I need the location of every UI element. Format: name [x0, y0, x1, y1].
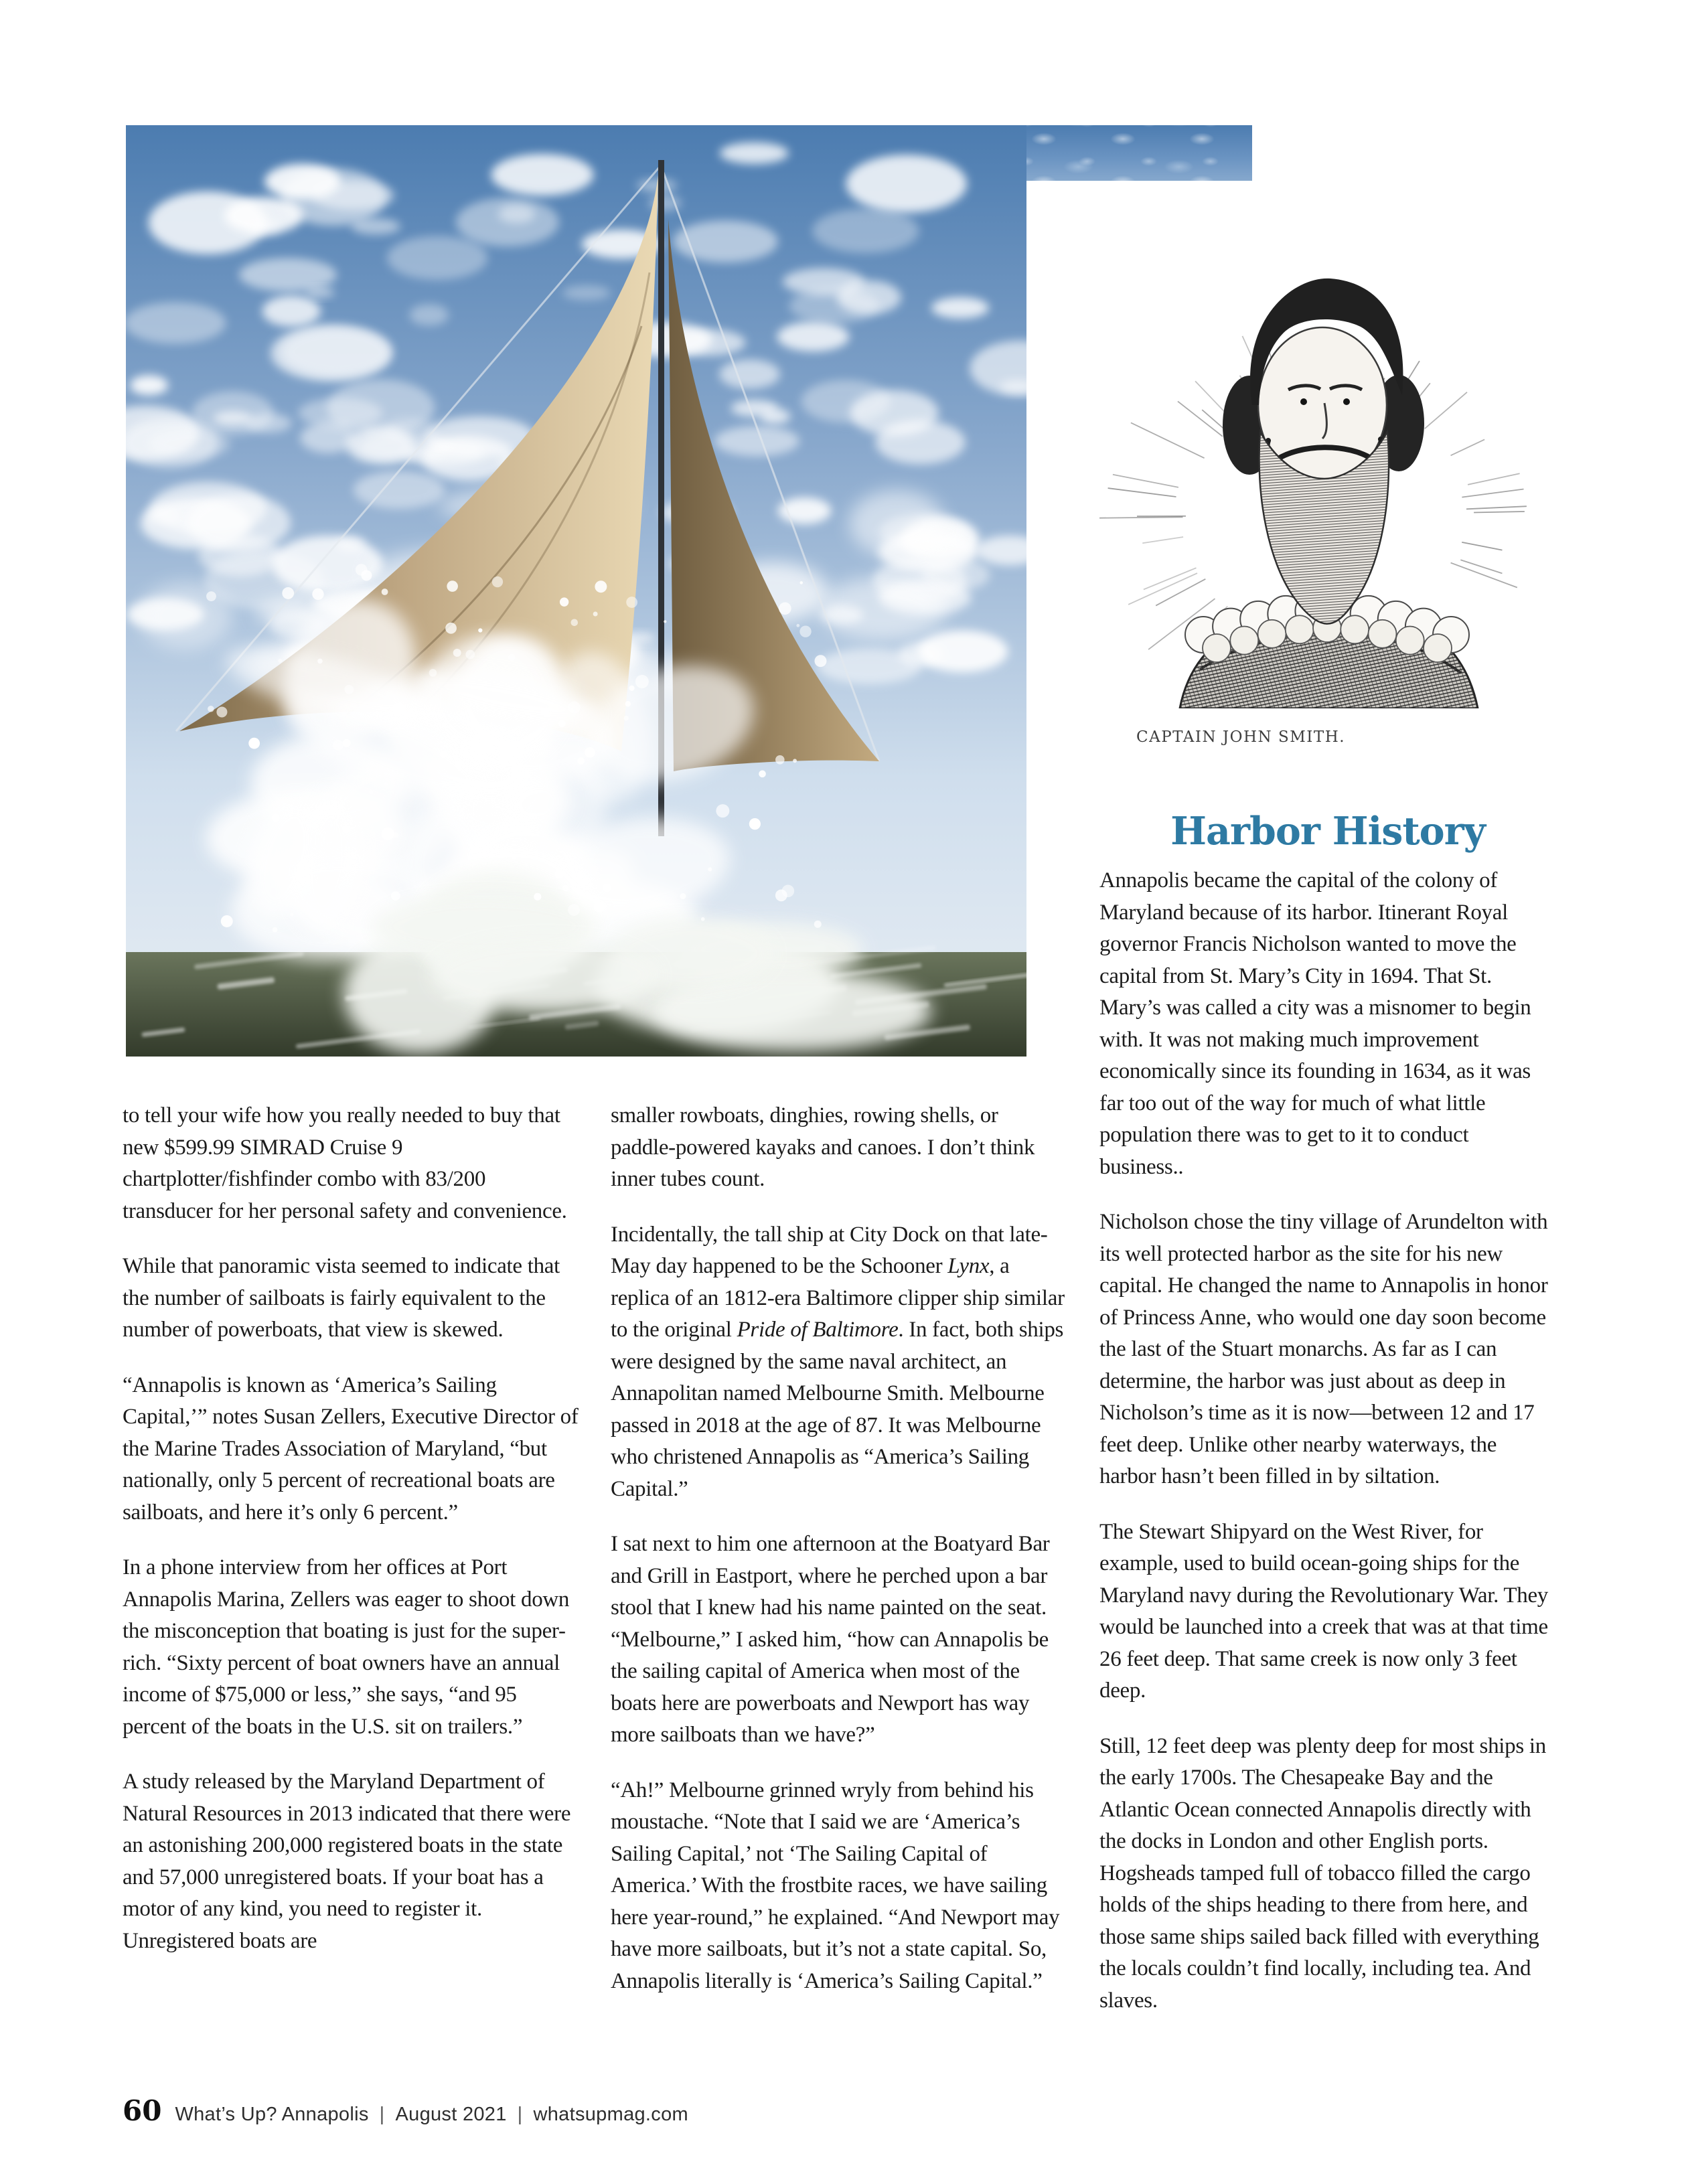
body-paragraph: to tell your wife how you really needed to buy that new $599.99 SIMRAD Cruise 9 chartplotter/fishfinder combo with 83/200 transducer for her personal safety and convenience.: [123, 1103, 567, 1223]
body-paragraph: smaller rowboats, dinghies, rowing shells, or paddle-powered kayaks and canoes. I don’t think inner tubes count.: [611, 1103, 1035, 1191]
footer-separator: |: [517, 2104, 523, 2125]
text-column-1: [123, 1100, 579, 1980]
body-paragraph: [611, 1219, 1067, 1506]
body-paragraph: In a phone interview from her offices at Port Annapolis Marina, Zellers was eager to shoot down the misconception that boating is just for the super-rich. “Sixty percent of boat owners have an annual income of $75,000 or less,” she says, “and 95 percent of the boats in the U.S. sit on trailers.”: [123, 1555, 570, 1739]
ship-name-pride-of-baltimore: Pride of Baltimore: [737, 1318, 899, 1342]
sidebar-paragraph: Nicholson chose the tiny village of Arundelton with its well protected harbor as the site for his new capital. He changed the name to Annapolis in honor of Princess Anne, who would one day soon become the last of the Stuart monarchs. As far as I can determine, the harbor was just about as deep in Nicholson’s time as it is now—between 12 and 17 feet deep. Unlike other nearby waterways, the harbor hasn’t been filled in by siltation.: [1099, 1210, 1548, 1488]
sidebar-paragraph: Annapolis became the capital of the colony of Maryland because of its harbor. Itinerant Royal governor Francis Nicholson wanted to move the capital from St. Mary’s City in 1694. That St. Mary’s was called a city was a misnomer to begin with. It was not making much improvement economically since its founding in 1634, as it was far too out of the way for much of what little population there was to get to it to conduct business..: [1099, 868, 1531, 1179]
page-number: 60: [123, 2094, 162, 2127]
captain-john-smith-engraving: [1099, 201, 1556, 708]
footer-meta: [175, 2104, 688, 2126]
footer-separator: |: [379, 2104, 385, 2125]
sidebar-paragraph: Still, 12 feet deep was plenty deep for most ships in the early 1700s. The Chesapeake Bay and the Atlantic Ocean connected Annapolis directly with the docks in London and other English ports. Hogsheads tamped full of tobacco filled the cargo holds of the ships heading to there from here, and those same ships sailed back filled with everything the locals couldn’t find locally, including tea. And slaves.: [1099, 1733, 1546, 2013]
right-eye: [1343, 398, 1350, 405]
footer-brand: What’s Up? Annapolis: [175, 2104, 369, 2125]
sky-bleed-panel: [1026, 125, 1252, 181]
body-paragraph: “Annapolis is known as ‘America’s Sailing Capital,’” notes Susan Zellers, Executive Director of the Marine Trades Association of Maryland, “but nationally, only 5 percent of recreational boats are sailboats, and here it’s only 6 percent.”: [123, 1373, 579, 1525]
page-footer: [123, 2094, 688, 2127]
paragraph-segment: Incidentally, the tall ship at City Dock on that late-May day happened to be the Schooner: [611, 1222, 1048, 1278]
harbor-history-sidebar: [1099, 201, 1556, 2096]
body-paragraph: A study released by the Maryland Department of Natural Resources in 2013 indicated that there were an astonishing 200,000 registered boats in the state and 57,000 unregistered boats. If your boat has a motor of any kind, you need to register it. Unregistered boats are: [123, 1770, 571, 1953]
paragraph-segment: . In fact, both ships were designed by the same naval architect, an Annapolitan named Melbourne Smith. Melbourne passed in 2018 at the age of 87. It was Melbourne who christened Annapolis as “America’s Sailing Capital.”: [611, 1318, 1064, 1501]
footer-issue: August 2021: [395, 2104, 507, 2125]
sidebar-heading: Harbor History: [1170, 809, 1485, 854]
portrait-caption: CAPTAIN JOHN SMITH.: [1136, 728, 1346, 746]
sidebar-text: [1099, 865, 1556, 2040]
body-paragraph: While that panoramic vista seemed to indicate that the number of sailboats is fairly equivalent to the number of powerboats, that view is skewed.: [123, 1254, 560, 1342]
body-paragraph: “Ah!” Melbourne grinned wryly from behind his moustache. “Note that I said we are ‘America’s Sailing Capital,’ not ‘The Sailing Capital of America.’ With the frostbite races, we have sailing here year-round,” he explained. “And Newport may have more sailboats, but it’s not a state capital. So, Annapolis literally is ‘America’s Sailing Capital.”: [611, 1778, 1060, 1993]
body-paragraph: I sat next to him one afternoon at the Boatyard Bar and Grill in Eastport, where he perched upon a bar stool that I knew had his name painted on the seat. “Melbourne,” I asked him, “how can Annapolis be the sailing capital of America when most of the boats here are powerboats and Newport has way more sailboats than we have?”: [611, 1532, 1050, 1747]
text-column-2: [611, 1100, 1067, 2021]
footer-website: whatsupmag.com: [533, 2104, 688, 2125]
paragraph-segment: , a replica of an 1812-era Baltimore clipper ship similar to the original: [611, 1254, 1065, 1342]
left-eye: [1300, 398, 1307, 405]
sidebar-paragraph: The Stewart Shipyard on the West River, for example, used to build ocean-going ships for the Maryland navy during the Revolutionary War. They would be launched into a creek that was at that time 26 feet deep. That same creek is now only 3 feet deep.: [1099, 1519, 1548, 1703]
ship-name-lynx: Lynx: [947, 1254, 990, 1278]
sailboat-photo: [126, 125, 1026, 1057]
